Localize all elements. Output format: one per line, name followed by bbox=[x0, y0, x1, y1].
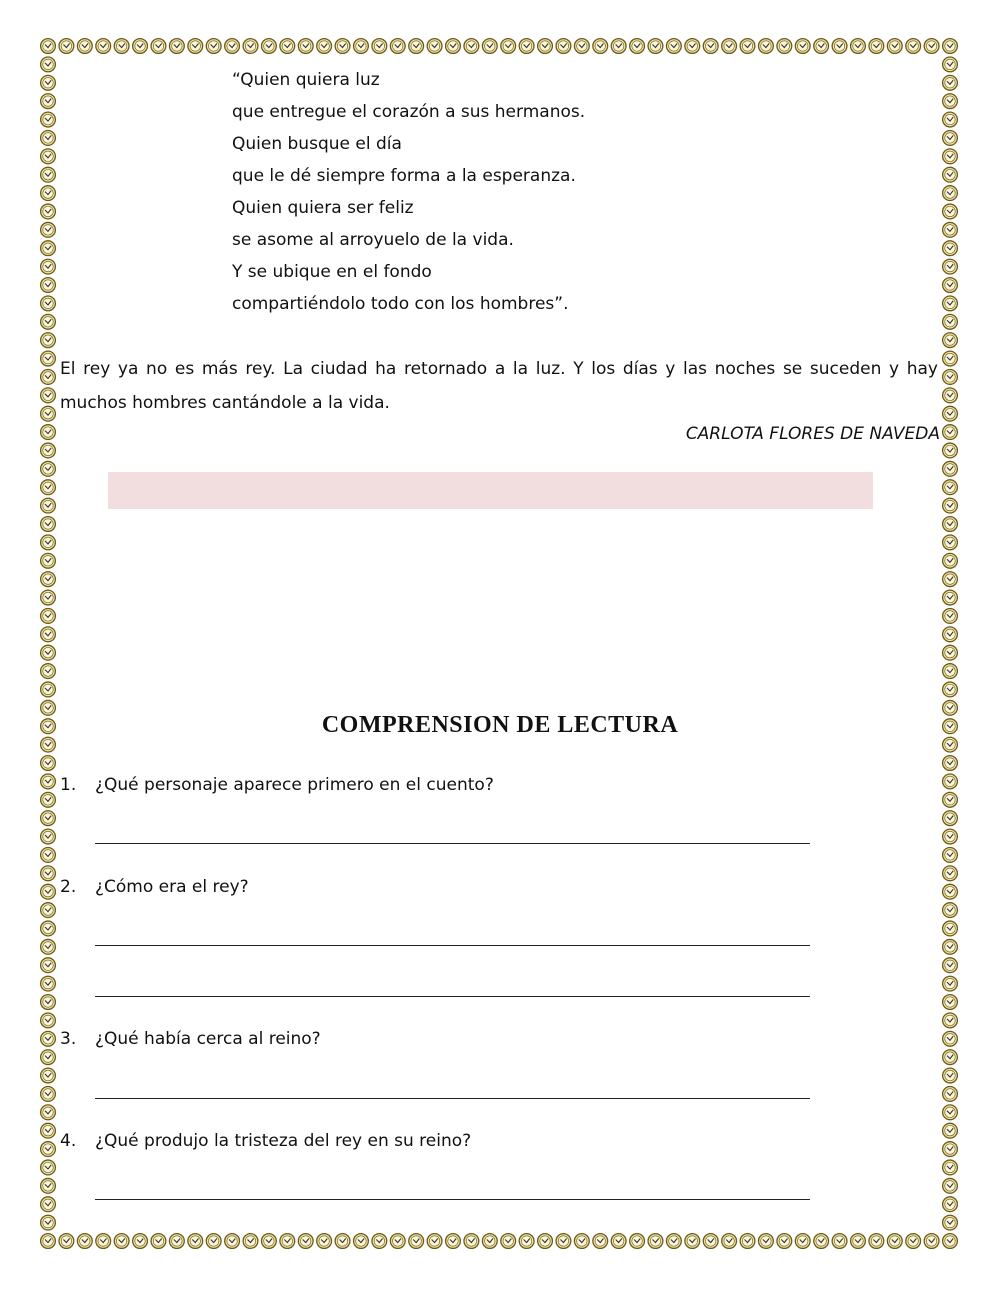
clock-icon bbox=[41, 958, 56, 973]
clock-icon bbox=[943, 756, 958, 771]
clock-icon bbox=[41, 241, 56, 256]
clock-icon bbox=[943, 112, 958, 127]
clock-icon bbox=[41, 1013, 56, 1028]
clock-icon bbox=[666, 1234, 681, 1249]
question-text: ¿Cómo era el rey? bbox=[95, 877, 249, 897]
clock-icon bbox=[943, 461, 958, 476]
clock-icon bbox=[114, 39, 129, 54]
clock-icon bbox=[41, 572, 56, 587]
clock-icon bbox=[41, 884, 56, 899]
clock-icon bbox=[225, 1234, 240, 1249]
clock-icon bbox=[759, 1234, 774, 1249]
clock-icon bbox=[759, 39, 774, 54]
clock-icon bbox=[943, 535, 958, 550]
clock-icon bbox=[630, 1234, 645, 1249]
clock-icon bbox=[943, 627, 958, 642]
clock-icon bbox=[41, 222, 56, 237]
poem-line: compartiéndolo todo con los hombres”. bbox=[232, 294, 569, 314]
clock-icon bbox=[924, 1234, 939, 1249]
clock-icon bbox=[943, 848, 958, 863]
clock-icon bbox=[943, 222, 958, 237]
clock-icon bbox=[648, 1234, 663, 1249]
clock-icon bbox=[41, 921, 56, 936]
clock-icon bbox=[538, 1234, 553, 1249]
clock-icon bbox=[482, 1234, 497, 1249]
question-number: 2. bbox=[60, 877, 77, 897]
clock-icon bbox=[409, 39, 424, 54]
clock-icon bbox=[41, 259, 56, 274]
clock-icon bbox=[611, 39, 626, 54]
clock-icon bbox=[832, 1234, 847, 1249]
clock-icon bbox=[906, 1234, 921, 1249]
poem-line: Y se ubique en el fondo bbox=[232, 262, 432, 282]
clock-icon bbox=[41, 1178, 56, 1193]
clock-icon bbox=[41, 829, 56, 844]
clock-icon bbox=[41, 443, 56, 458]
clock-icon bbox=[740, 39, 755, 54]
poem-line: Quien quiera ser feliz bbox=[232, 198, 414, 218]
clock-icon bbox=[317, 1234, 332, 1249]
clock-icon bbox=[943, 590, 958, 605]
clock-icon bbox=[41, 535, 56, 550]
clock-icon bbox=[206, 1234, 221, 1249]
clock-icon bbox=[943, 278, 958, 293]
clock-icon bbox=[943, 1050, 958, 1065]
clock-icon bbox=[703, 39, 718, 54]
clock-icon bbox=[372, 1234, 387, 1249]
clock-icon bbox=[298, 1234, 313, 1249]
clock-icon bbox=[41, 590, 56, 605]
clock-icon bbox=[280, 1234, 295, 1249]
clock-icon bbox=[943, 480, 958, 495]
answer-line[interactable] bbox=[95, 843, 810, 844]
clock-icon bbox=[41, 1105, 56, 1120]
clock-icon bbox=[151, 1234, 166, 1249]
clock-icon bbox=[943, 976, 958, 991]
clock-icon bbox=[41, 112, 56, 127]
clock-icon bbox=[943, 866, 958, 881]
clock-icon bbox=[943, 774, 958, 789]
clock-icon bbox=[133, 39, 148, 54]
clock-icon bbox=[41, 1234, 56, 1249]
clock-icon bbox=[685, 39, 700, 54]
clock-icon bbox=[41, 388, 56, 403]
clock-icon bbox=[538, 39, 553, 54]
clock-icon bbox=[409, 1234, 424, 1249]
clock-icon bbox=[777, 39, 792, 54]
clock-icon bbox=[372, 39, 387, 54]
clock-icon bbox=[354, 39, 369, 54]
clock-icon bbox=[814, 1234, 829, 1249]
clock-icon bbox=[887, 1234, 902, 1249]
clock-icon bbox=[943, 333, 958, 348]
clock-icon bbox=[943, 498, 958, 513]
clock-icon bbox=[777, 1234, 792, 1249]
clock-icon bbox=[41, 425, 56, 440]
clock-icon bbox=[943, 609, 958, 624]
clock-icon bbox=[648, 39, 663, 54]
clock-icon bbox=[41, 314, 56, 329]
closing-paragraph-line: El rey ya no es más rey. La ciudad ha retornado a la luz. Y los días y las noches se suceden y hay bbox=[60, 359, 938, 379]
answer-line[interactable] bbox=[95, 996, 810, 997]
clock-icon bbox=[943, 388, 958, 403]
clock-icon bbox=[354, 1234, 369, 1249]
clock-icon bbox=[96, 1234, 111, 1249]
clock-icon bbox=[114, 1234, 129, 1249]
clock-icon bbox=[943, 884, 958, 899]
clock-icon bbox=[593, 39, 608, 54]
clock-icon bbox=[887, 39, 902, 54]
clock-icon bbox=[41, 57, 56, 72]
clock-icon bbox=[722, 39, 737, 54]
clock-icon bbox=[501, 1234, 516, 1249]
poem-line: que le dé siempre forma a la esperanza. bbox=[232, 166, 576, 186]
clock-icon bbox=[611, 1234, 626, 1249]
clock-icon bbox=[943, 204, 958, 219]
clock-icon bbox=[261, 39, 276, 54]
clock-icon bbox=[390, 39, 405, 54]
clock-icon bbox=[924, 39, 939, 54]
clock-icon bbox=[943, 811, 958, 826]
clock-icon bbox=[169, 1234, 184, 1249]
clock-icon bbox=[243, 1234, 258, 1249]
clock-icon bbox=[943, 1013, 958, 1028]
clock-icon bbox=[943, 995, 958, 1010]
question-text: ¿Qué personaje aparece primero en el cuento? bbox=[95, 775, 494, 795]
clock-icon bbox=[133, 1234, 148, 1249]
clock-icon bbox=[41, 903, 56, 918]
clock-icon bbox=[41, 1031, 56, 1046]
clock-icon bbox=[814, 39, 829, 54]
highlight-band bbox=[108, 472, 873, 509]
clock-icon bbox=[943, 1160, 958, 1175]
clock-icon bbox=[41, 627, 56, 642]
clock-icon bbox=[906, 39, 921, 54]
clock-icon bbox=[41, 39, 56, 54]
clock-icon bbox=[703, 1234, 718, 1249]
clock-icon bbox=[943, 75, 958, 90]
clock-icon bbox=[943, 939, 958, 954]
clock-icon bbox=[943, 1197, 958, 1212]
clock-icon bbox=[519, 1234, 534, 1249]
clock-icon bbox=[943, 1178, 958, 1193]
clock-icon bbox=[41, 848, 56, 863]
clock-icon bbox=[501, 39, 516, 54]
clock-icon bbox=[41, 296, 56, 311]
clock-icon bbox=[943, 829, 958, 844]
clock-icon bbox=[943, 259, 958, 274]
clock-icon bbox=[41, 774, 56, 789]
clock-icon bbox=[41, 866, 56, 881]
clock-icon bbox=[59, 1234, 74, 1249]
clock-icon bbox=[943, 1215, 958, 1230]
clock-icon bbox=[41, 517, 56, 532]
clock-icon bbox=[795, 39, 810, 54]
clock-icon bbox=[593, 1234, 608, 1249]
clock-icon bbox=[943, 314, 958, 329]
clock-icon bbox=[41, 553, 56, 568]
clock-icon bbox=[869, 1234, 884, 1249]
clock-icon bbox=[41, 278, 56, 293]
clock-icon bbox=[169, 39, 184, 54]
clock-icon bbox=[41, 1160, 56, 1175]
question-number: 3. bbox=[60, 1029, 77, 1049]
clock-icon bbox=[188, 1234, 203, 1249]
clock-icon bbox=[943, 94, 958, 109]
clock-icon bbox=[943, 1123, 958, 1138]
clock-icon bbox=[41, 1142, 56, 1157]
question-number: 1. bbox=[60, 775, 77, 795]
clock-icon bbox=[574, 1234, 589, 1249]
poem-line: que entregue el corazón a sus hermanos. bbox=[232, 102, 586, 122]
clock-icon bbox=[261, 1234, 276, 1249]
clock-icon bbox=[41, 664, 56, 679]
clock-icon bbox=[41, 756, 56, 771]
clock-icon bbox=[943, 921, 958, 936]
clock-icon bbox=[335, 39, 350, 54]
question-text: ¿Qué produjo la tristeza del rey en su reino? bbox=[95, 1131, 472, 1151]
clock-icon bbox=[482, 39, 497, 54]
clock-icon bbox=[943, 572, 958, 587]
clock-icon bbox=[851, 1234, 866, 1249]
closing-paragraph-line: muchos hombres cantándole a la vida. bbox=[60, 393, 390, 413]
clock-icon bbox=[427, 39, 442, 54]
clock-icon bbox=[630, 39, 645, 54]
clock-icon bbox=[943, 167, 958, 182]
clock-icon bbox=[41, 461, 56, 476]
clock-icon bbox=[41, 94, 56, 109]
clock-icon bbox=[943, 39, 958, 54]
clock-icon bbox=[41, 682, 56, 697]
clock-icon bbox=[41, 204, 56, 219]
clock-icon bbox=[41, 645, 56, 660]
clock-icon bbox=[943, 351, 958, 366]
section-title: COMPRENSION DE LECTURA bbox=[321, 712, 679, 738]
clock-icon bbox=[41, 167, 56, 182]
clock-icon bbox=[188, 39, 203, 54]
clock-icon bbox=[556, 39, 571, 54]
clock-icon bbox=[943, 645, 958, 660]
answer-line[interactable] bbox=[95, 1199, 810, 1200]
clock-icon bbox=[943, 296, 958, 311]
clock-icon bbox=[298, 39, 313, 54]
clock-icon bbox=[41, 792, 56, 807]
clock-icon bbox=[943, 425, 958, 440]
clock-icon bbox=[41, 131, 56, 146]
clock-icon bbox=[41, 1123, 56, 1138]
clock-icon bbox=[390, 1234, 405, 1249]
clock-icon bbox=[943, 517, 958, 532]
clock-icon bbox=[464, 1234, 479, 1249]
clock-icon bbox=[243, 39, 258, 54]
clock-icon bbox=[574, 39, 589, 54]
clock-icon bbox=[685, 1234, 700, 1249]
clock-icon bbox=[41, 406, 56, 421]
clock-icon bbox=[943, 737, 958, 752]
clock-icon bbox=[943, 186, 958, 201]
question-text: ¿Qué había cerca al reino? bbox=[95, 1029, 321, 1049]
clock-icon bbox=[77, 39, 92, 54]
clock-icon bbox=[851, 39, 866, 54]
clock-icon bbox=[943, 1068, 958, 1083]
clock-icon bbox=[225, 39, 240, 54]
clock-icon bbox=[41, 149, 56, 164]
clock-icon bbox=[722, 1234, 737, 1249]
clock-icon bbox=[41, 609, 56, 624]
clock-icon bbox=[96, 39, 111, 54]
clock-icon bbox=[41, 370, 56, 385]
clock-icon bbox=[943, 553, 958, 568]
clock-icon bbox=[556, 1234, 571, 1249]
clock-icon bbox=[41, 1068, 56, 1083]
clock-icon bbox=[41, 1050, 56, 1065]
clock-icon bbox=[943, 792, 958, 807]
clock-icon bbox=[427, 1234, 442, 1249]
clock-icon bbox=[943, 241, 958, 256]
clock-icon bbox=[943, 1142, 958, 1157]
clock-icon bbox=[206, 39, 221, 54]
clock-icon bbox=[446, 39, 461, 54]
clock-icon bbox=[519, 39, 534, 54]
clock-icon bbox=[943, 443, 958, 458]
clock-icon bbox=[41, 1087, 56, 1102]
clock-icon bbox=[943, 149, 958, 164]
poem-line: “Quien quiera luz bbox=[232, 70, 380, 90]
clock-icon bbox=[280, 39, 295, 54]
author-signature: CARLOTA FLORES DE NAVEDA bbox=[685, 424, 940, 444]
poem-line: Quien busque el día bbox=[232, 134, 402, 154]
clock-icon bbox=[943, 664, 958, 679]
poem-line: se asome al arroyuelo de la vida. bbox=[232, 230, 514, 250]
clock-icon bbox=[464, 39, 479, 54]
clock-icon bbox=[151, 39, 166, 54]
clock-icon bbox=[41, 480, 56, 495]
clock-icon bbox=[77, 1234, 92, 1249]
clock-icon bbox=[943, 57, 958, 72]
clock-icon bbox=[41, 1215, 56, 1230]
clock-icon bbox=[41, 939, 56, 954]
question-number: 4. bbox=[60, 1131, 77, 1151]
clock-icon bbox=[943, 406, 958, 421]
clock-icon bbox=[41, 186, 56, 201]
clock-icon bbox=[41, 995, 56, 1010]
clock-icon bbox=[317, 39, 332, 54]
clock-icon bbox=[41, 737, 56, 752]
clock-icon bbox=[795, 1234, 810, 1249]
clock-icon bbox=[335, 1234, 350, 1249]
clock-icon bbox=[41, 351, 56, 366]
clock-icon bbox=[943, 958, 958, 973]
clock-icon bbox=[943, 370, 958, 385]
clock-icon bbox=[943, 1234, 958, 1249]
clock-icon bbox=[41, 976, 56, 991]
clock-icon bbox=[41, 811, 56, 826]
clock-icon bbox=[740, 1234, 755, 1249]
clock-icon bbox=[666, 39, 681, 54]
clock-icon bbox=[943, 1105, 958, 1120]
answer-line[interactable] bbox=[95, 1098, 810, 1099]
clock-icon bbox=[832, 39, 847, 54]
clock-icon bbox=[943, 903, 958, 918]
clock-icon bbox=[41, 75, 56, 90]
clock-icon bbox=[943, 682, 958, 697]
clock-icon bbox=[41, 333, 56, 348]
clock-icon bbox=[59, 39, 74, 54]
clock-icon bbox=[943, 131, 958, 146]
clock-icon bbox=[41, 498, 56, 513]
clock-icon bbox=[41, 1197, 56, 1212]
clock-icon bbox=[943, 1087, 958, 1102]
clock-icon bbox=[446, 1234, 461, 1249]
answer-line[interactable] bbox=[95, 945, 810, 946]
clock-icon bbox=[869, 39, 884, 54]
clock-icon bbox=[943, 1031, 958, 1046]
